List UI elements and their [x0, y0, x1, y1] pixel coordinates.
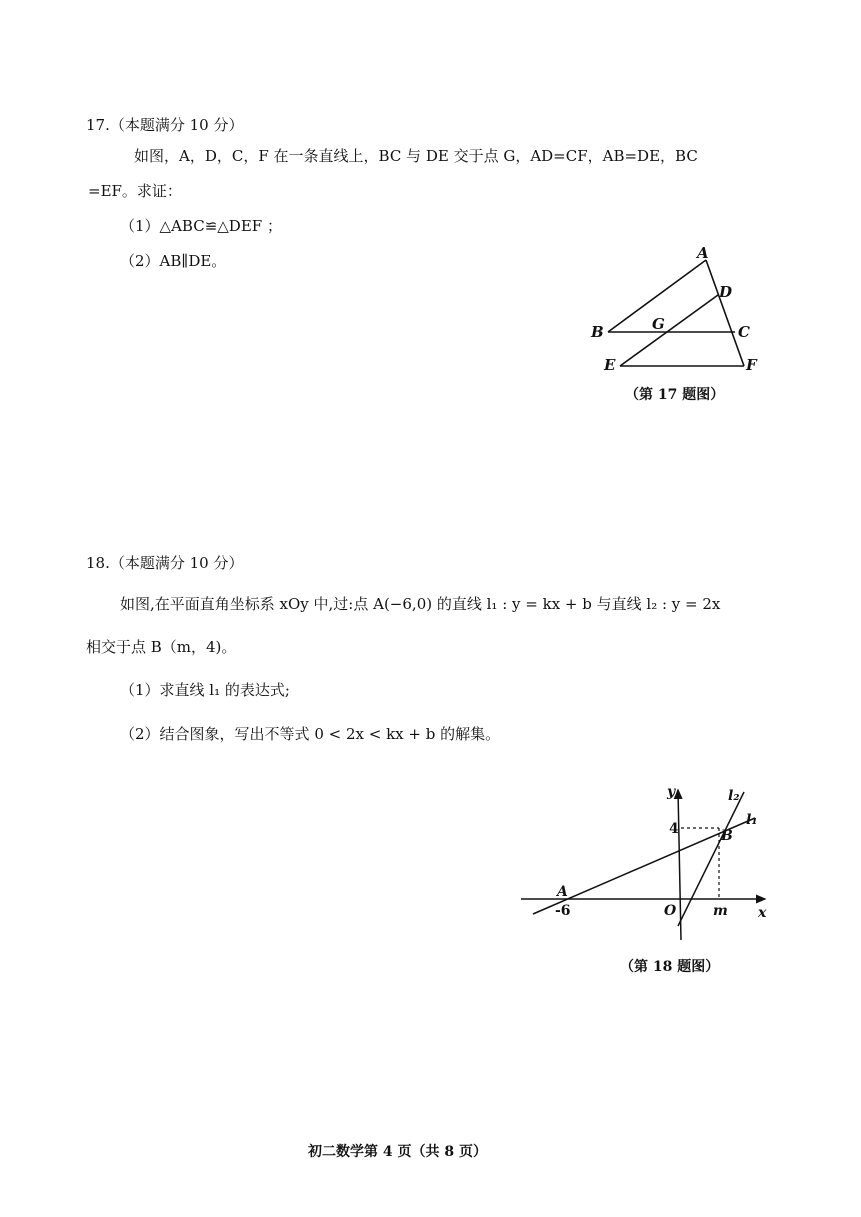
q18-caption: （第 18 题图） [620, 959, 720, 975]
q17-figure [580, 240, 770, 380]
label-m: m [713, 903, 728, 919]
q18-part1: （1）求直线 l₁ 的表达式; [120, 681, 290, 699]
q18-figure [515, 780, 775, 945]
label-B: B [591, 323, 604, 341]
label-G: G [652, 315, 665, 333]
label-F: F [746, 356, 757, 374]
q17-stem-line2: =EF。求证： [88, 182, 182, 200]
label-B: B [721, 828, 733, 844]
q17-part1: （1）△ABC≌△DEF ； [120, 217, 282, 235]
label-neg6: -6 [555, 903, 571, 919]
label-A: A [557, 884, 568, 900]
label-E: E [604, 356, 616, 374]
q18-number: 18. [86, 554, 110, 572]
label-x: x [758, 905, 767, 921]
label-O: O [664, 903, 677, 919]
label-4: 4 [669, 821, 679, 837]
label-l2: l₂ [728, 788, 740, 804]
label-D: D [719, 283, 733, 301]
q18-part2: （2）结合图象，写出不等式 0 < 2x < kx + b 的解集。 [120, 725, 501, 743]
label-A: A [697, 244, 709, 262]
label-C: C [738, 323, 750, 341]
q18-stem-line2: 相交于点 B（m，4)。 [86, 638, 237, 656]
q18-stem-line1: 如图,在平面直角坐标系 xOy 中,过:点 A(−6,0) 的直线 l₁ : y = kx + b 与直线 l₂ : y = 2x [120, 595, 721, 613]
y-axis [678, 790, 681, 940]
segment-ED [620, 295, 718, 366]
q18-heading [86, 556, 243, 571]
page-footer: 初二数学第 4 页（共 8 页） [308, 1144, 487, 1160]
line-l2 [678, 792, 744, 926]
q18-score: （本题满分 10 分） [109, 554, 244, 572]
q17-part2: （2）AB∥DE。 [120, 252, 227, 270]
label-l1: l₁ [746, 812, 758, 828]
q17-stem-line1: 如图，A，D，C，F 在一条直线上，BC 与 DE 交于点 G，AD=CF，AB=DE，BC [134, 147, 698, 165]
q17-score: （本题满分 10 分） [109, 116, 244, 134]
q17-number: 17. [86, 116, 110, 134]
segment-AF [706, 260, 744, 366]
q17-heading [86, 118, 243, 133]
label-y: y [667, 784, 676, 800]
q17-caption: （第 17 题图） [625, 387, 725, 403]
